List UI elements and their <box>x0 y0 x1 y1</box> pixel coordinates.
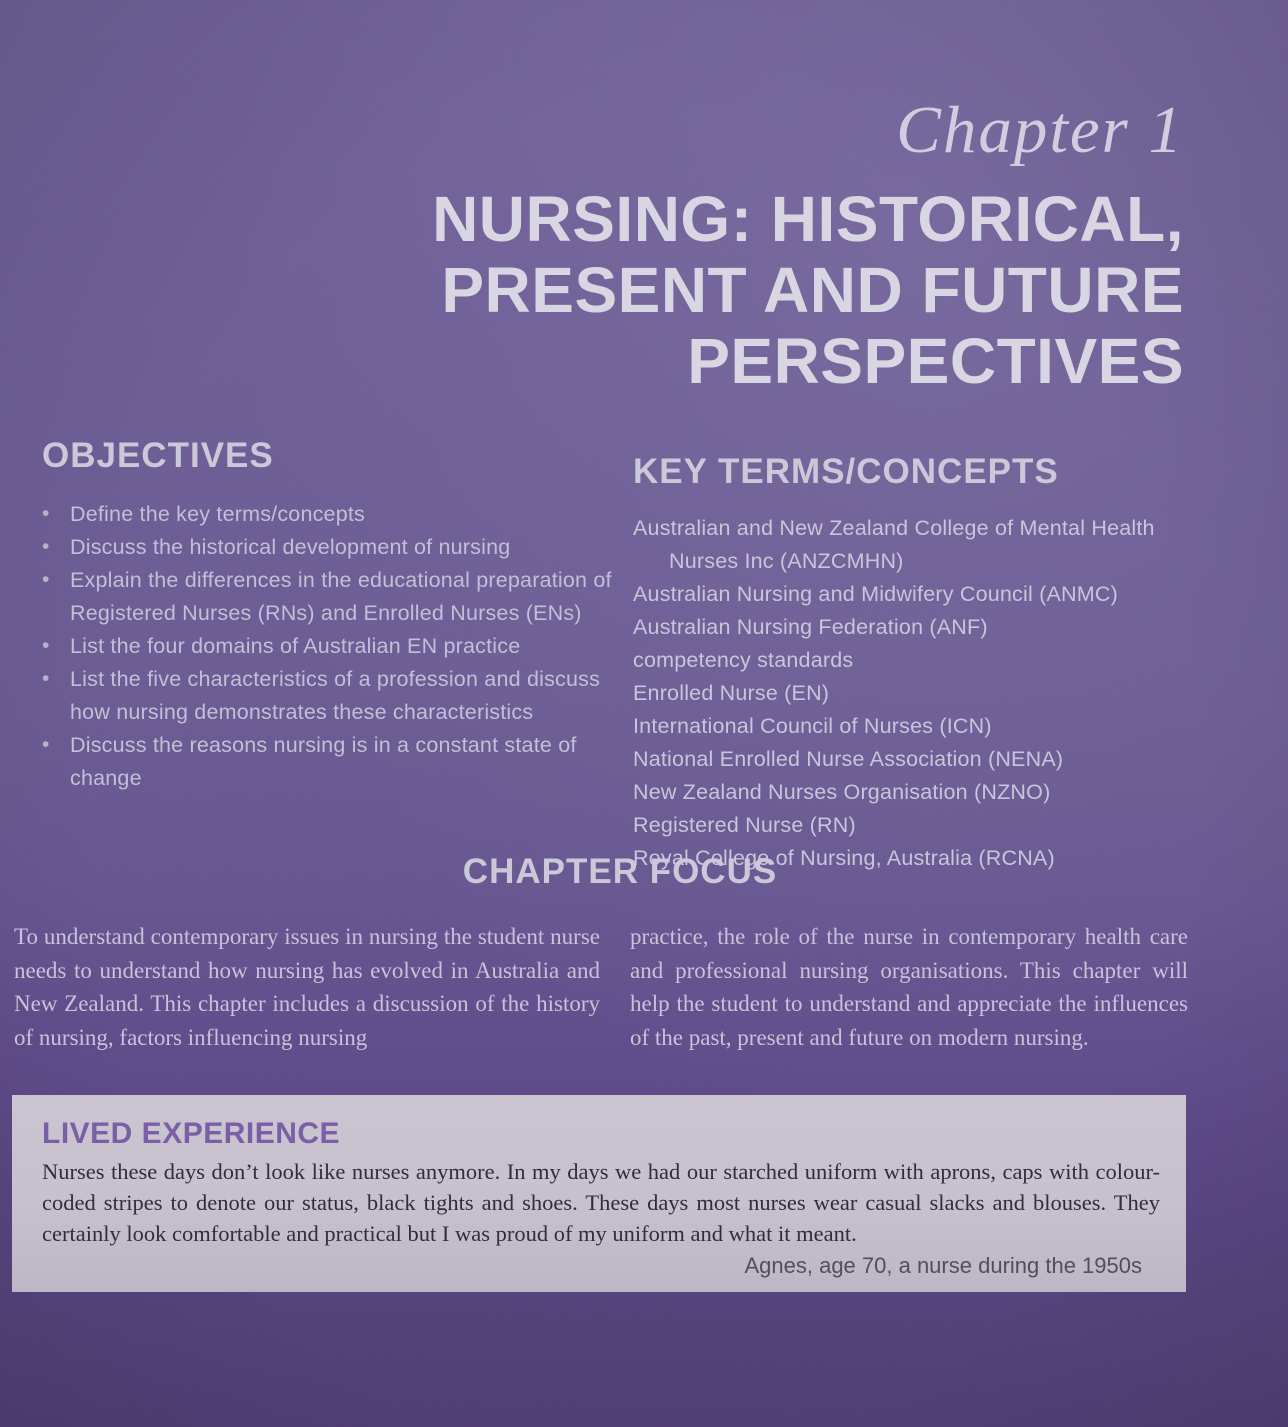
lived-experience-heading: LIVED EXPERIENCE <box>42 1117 341 1150</box>
key-term-item: Registered Nurse (RN) <box>633 813 856 837</box>
key-term-item: National Enrolled Nurse Association (NENA) <box>633 747 1064 771</box>
chapter-title-line: NURSING: HISTORICAL, <box>432 183 1184 255</box>
objective-item: • Discuss the historical development of nursing <box>40 531 625 564</box>
chapter-focus-column-right: practice, the role of the nurse in contemporary health care and professional nursing organisations. This chapter will help the student to understand and appreciate the influences of the past, present and future on modern nursing. <box>630 924 1188 1050</box>
chapter-title <box>432 184 1184 397</box>
objective-item: • Explain the differences in the educational preparation of Registered Nurses (RNs) and Enrolled Nurses (ENs) <box>40 564 625 630</box>
key-term-item: New Zealand Nurses Organisation (NZNO) <box>633 780 1051 804</box>
key-terms-list <box>633 512 1209 875</box>
objective-item: • Discuss the reasons nursing is in a constant state of change <box>40 729 625 795</box>
key-term-item: Enrolled Nurse (EN) <box>633 681 830 705</box>
chapter-number-label: Chapter 1 <box>896 93 1184 167</box>
lived-experience-quote: Nurses these days don’t look like nurses anymore. In my days we had our starched uniform with aprons, caps with colour-coded stripes to denote our status, black tights and shoes. These days most nurses wear casual slacks and blouses. They certainly look comfortable and practical but I was proud of my uniform and what it meant. <box>42 1159 1160 1246</box>
key-term-item: Australian Nursing Federation (ANF) <box>633 615 988 639</box>
objective-item: • List the four domains of Australian EN practice <box>40 630 625 663</box>
key-terms-heading: KEY TERMS/CONCEPTS <box>633 452 1059 491</box>
objectives-list <box>40 498 625 795</box>
chapter-focus-column-left: To understand contemporary issues in nursing the student nurse needs to understand how nursing has evolved in Australia and New Zealand. This chapter includes a discussion of the history of nursing, factors influencing nursing <box>14 924 600 1050</box>
objective-item: • Define the key terms/concepts <box>40 498 625 531</box>
objectives-heading: OBJECTIVES <box>42 436 274 475</box>
key-term-item: International Council of Nurses (ICN) <box>633 714 992 738</box>
objective-item: • List the five characteristics of a profession and discuss how nursing demonstrates these characteristics <box>40 663 625 729</box>
chapter-title-line: PRESENT AND FUTURE <box>441 254 1184 326</box>
key-term-item: Australian and New Zealand College of Mental Health Nurses Inc (ANZCMHN) <box>633 516 1155 573</box>
lived-experience-box <box>12 1095 1186 1292</box>
key-term-item: Royal College of Nursing, Australia (RCNA) <box>633 846 1055 870</box>
key-term-item: Australian Nursing and Midwifery Council (ANMC) <box>633 582 1118 606</box>
chapter-title-line: PERSPECTIVES <box>687 325 1184 397</box>
key-term-item: competency standards <box>633 648 854 672</box>
chapter-focus-heading: CHAPTER FOCUS <box>462 852 778 891</box>
lived-experience-attribution: Agnes, age 70, a nurse during the 1950s <box>744 1253 1142 1278</box>
